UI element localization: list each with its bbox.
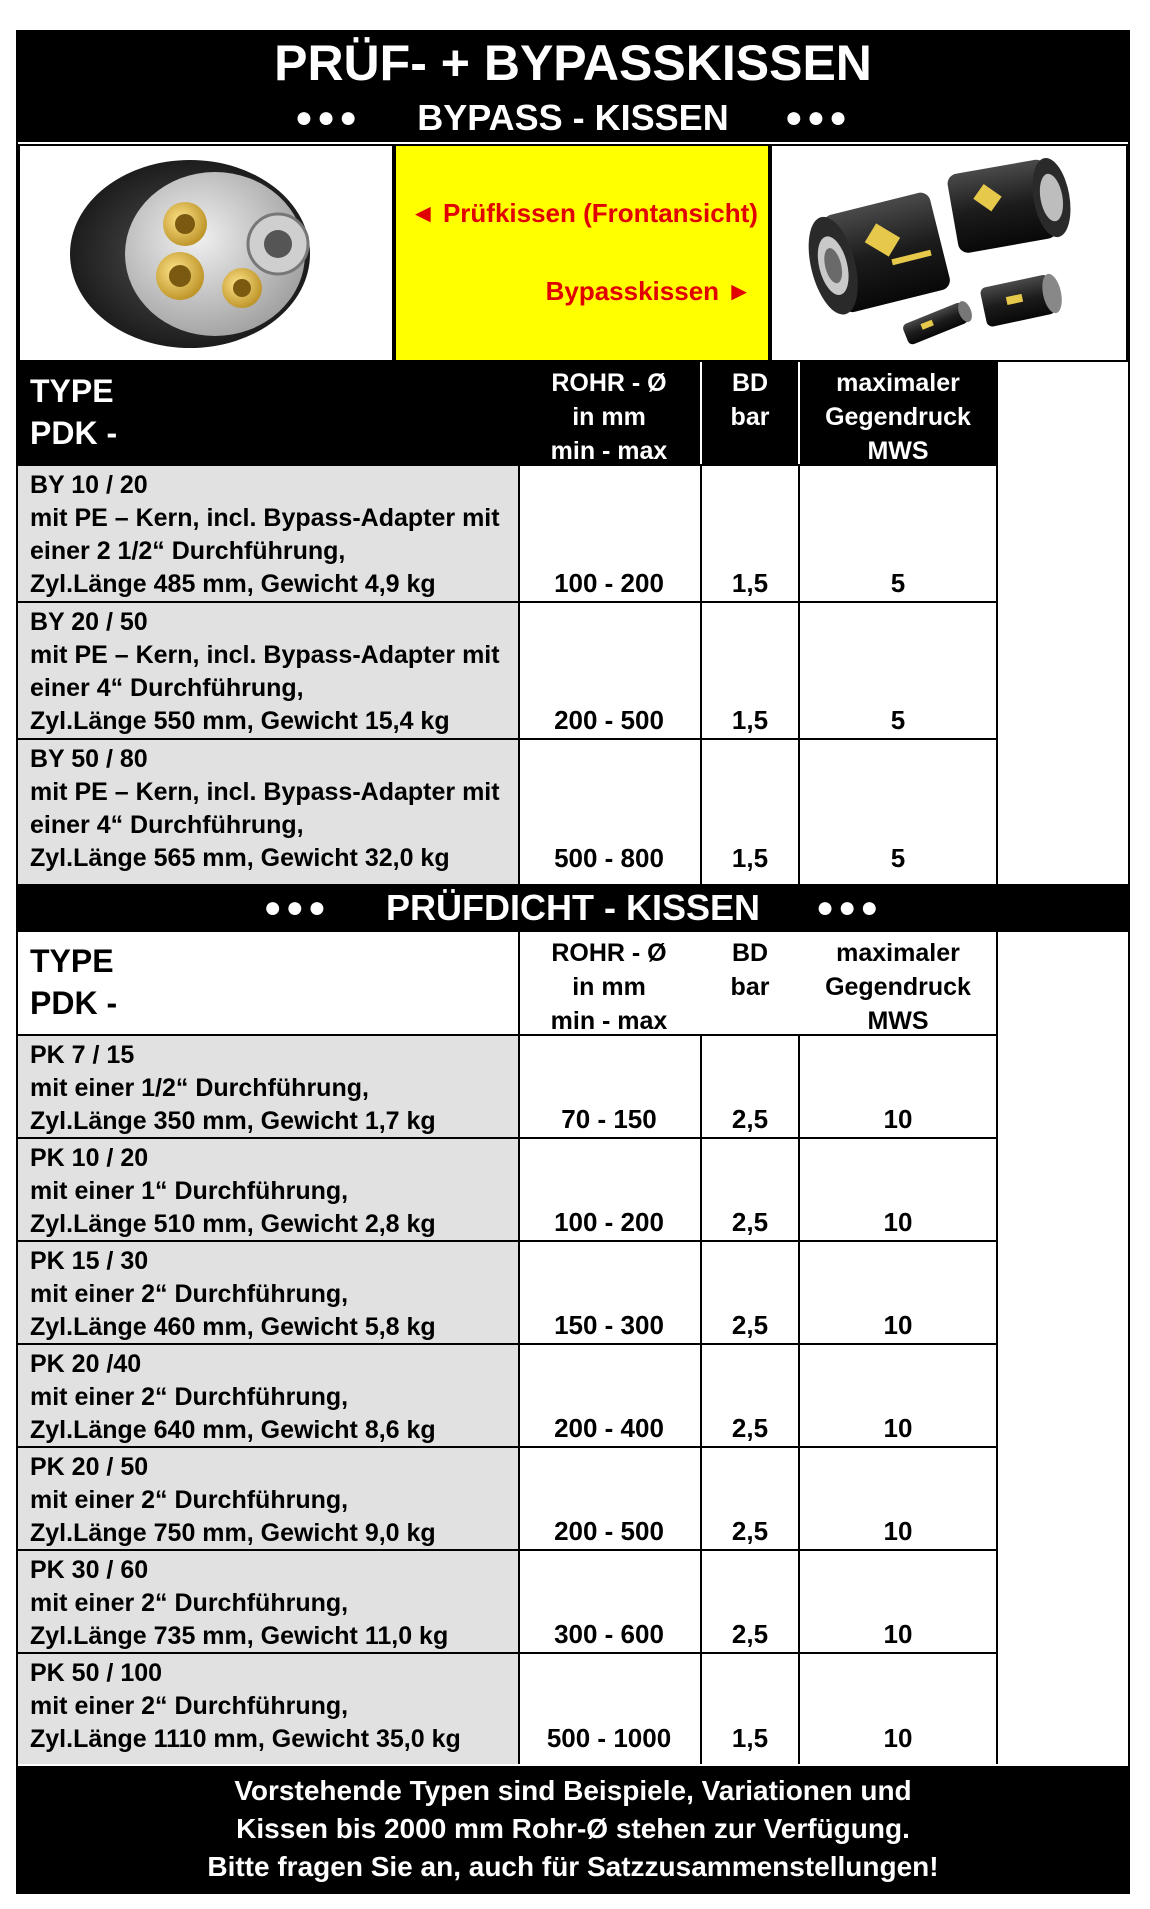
row-type: PK 15 / 30 [30, 1247, 149, 1275]
bd-value: 1,5 [731, 843, 769, 873]
gegendruck-header [800, 932, 996, 1034]
column-divider [798, 1034, 800, 1764]
row-desc-line: mit einer 1/2“ Durchführung, [30, 1074, 369, 1102]
mws-value: 10 [883, 1207, 913, 1237]
row-type: BY 50 / 80 [30, 745, 148, 773]
footer-line: Vorstehende Typen sind Beispiele, Variationen und [234, 1775, 912, 1806]
mws-value: 10 [883, 1516, 913, 1546]
row-type: BY 10 / 20 [30, 471, 148, 499]
dots-decoration-left: ●●● [263, 891, 330, 924]
bd-header [702, 932, 798, 1034]
datasheet [16, 30, 1130, 1894]
table-row [18, 1137, 996, 1240]
row-desc-line: Zyl.Länge 510 mm, Gewicht 2,8 kg [30, 1210, 436, 1238]
pruefdicht-section-heading [18, 884, 1128, 932]
row-desc-line: Zyl.Länge 485 mm, Gewicht 4,9 kg [30, 570, 436, 598]
row-description [18, 466, 518, 601]
mws-value: 10 [883, 1723, 913, 1753]
bypass-table [18, 362, 1128, 912]
type-header [18, 362, 518, 464]
page-title: PRÜF- + BYPASSKISSEN [18, 32, 1128, 94]
table-row [18, 464, 996, 601]
column-divider [700, 464, 702, 884]
footer-note [18, 1766, 1128, 1892]
row-desc-line: mit einer 2“ Durchführung, [30, 1280, 349, 1308]
type-header-line2: PDK - [30, 985, 118, 1021]
row-description [18, 603, 518, 738]
row-desc-line: einer 4“ Durchführung, [30, 674, 304, 702]
bd-header [702, 362, 798, 464]
row-desc-line: Zyl.Länge 565 mm, Gewicht 32,0 kg [30, 844, 450, 872]
bd-value: 2,5 [731, 1207, 769, 1237]
table-row [18, 738, 996, 884]
row-type: PK 30 / 60 [30, 1556, 149, 1584]
column-divider [798, 464, 800, 884]
rohr-range: 200 - 500 [554, 705, 664, 735]
rohr-range: 200 - 400 [554, 1413, 664, 1443]
row-desc-line: Zyl.Länge 1110 mm, Gewicht 35,0 kg [30, 1725, 461, 1753]
rohr-header [518, 362, 700, 464]
row-desc-line: mit einer 2“ Durchführung, [30, 1589, 349, 1617]
gegendruck-header-line3: MWS [867, 1007, 929, 1035]
type-header-line1: TYPE [30, 373, 114, 409]
row-type: PK 10 / 20 [30, 1144, 149, 1172]
table-row [18, 1240, 996, 1343]
rohr-range: 100 - 200 [554, 1207, 664, 1237]
rohr-range: 70 - 150 [561, 1104, 657, 1134]
table-row [18, 1549, 996, 1652]
bd-header-line1: BD [731, 939, 769, 967]
row-desc-line: mit PE – Kern, incl. Bypass-Adapter mit [30, 641, 500, 669]
rohr-header [518, 932, 700, 1034]
row-desc-line: mit einer 2“ Durchführung, [30, 1383, 349, 1411]
rohr-range: 200 - 500 [554, 1516, 664, 1546]
mws-value: 10 [883, 1104, 913, 1134]
row-type: PK 7 / 15 [30, 1041, 135, 1069]
row-desc-line: Zyl.Länge 640 mm, Gewicht 8,6 kg [30, 1416, 436, 1444]
dots-decoration-right: ●●● [784, 101, 852, 134]
gegendruck-header [800, 362, 996, 464]
type-header [18, 932, 518, 1034]
bypass-plugs-illustration [772, 146, 1126, 360]
mws-value: 5 [890, 705, 906, 735]
row-description [18, 740, 518, 884]
bd-header-line2: bar [730, 973, 770, 1001]
column-divider [518, 932, 520, 1764]
image-caption-panel [394, 144, 770, 362]
row-desc-line: mit PE – Kern, incl. Bypass-Adapter mit [30, 504, 500, 532]
rohr-range: 500 - 800 [554, 843, 664, 873]
column-divider [996, 362, 998, 884]
rohr-header-line1: ROHR - Ø [551, 369, 667, 397]
table-row [18, 1446, 996, 1549]
row-desc-line: Zyl.Länge 750 mm, Gewicht 9,0 kg [30, 1519, 436, 1547]
row-type: PK 50 / 100 [30, 1659, 163, 1687]
bypass-heading-text: BYPASS - KISSEN [417, 97, 729, 138]
row-desc-line: mit einer 2“ Durchführung, [30, 1692, 349, 1720]
row-type: PK 20 /40 [30, 1350, 142, 1378]
bd-header-line2: bar [730, 403, 770, 431]
rohr-range: 300 - 600 [554, 1619, 664, 1649]
rohr-header-line2: in mm [572, 973, 646, 1001]
footer-line: Kissen bis 2000 mm Rohr-Ø stehen zur Verfügung. [236, 1813, 910, 1844]
pruefdicht-table [18, 932, 1128, 1772]
bd-header-line1: BD [731, 369, 769, 397]
row-description [18, 1242, 518, 1343]
row-description [18, 1139, 518, 1240]
type-header-line2: PDK - [30, 415, 118, 451]
dots-decoration-right: ●●● [816, 891, 883, 924]
bd-value: 1,5 [731, 568, 769, 598]
rohr-header-line1: ROHR - Ø [551, 939, 667, 967]
row-description [18, 1448, 518, 1549]
rohr-range: 500 - 1000 [546, 1723, 672, 1753]
row-desc-line: Zyl.Länge 550 mm, Gewicht 15,4 kg [30, 707, 450, 735]
bd-value: 1,5 [731, 1723, 769, 1753]
bd-value: 2,5 [731, 1104, 769, 1134]
rohr-header-line2: in mm [572, 403, 646, 431]
row-type: PK 20 / 50 [30, 1453, 149, 1481]
row-desc-line: Zyl.Länge 735 mm, Gewicht 11,0 kg [30, 1622, 449, 1650]
gegendruck-header-line2: Gegendruck [825, 403, 971, 431]
test-plug-front-illustration [20, 146, 392, 360]
gegendruck-header-line2: Gegendruck [825, 973, 971, 1001]
gegendruck-header-line1: maximaler [836, 939, 960, 967]
bypass-section-heading [18, 94, 1128, 142]
bd-value: 1,5 [731, 705, 769, 735]
row-desc-line: mit einer 2“ Durchführung, [30, 1486, 349, 1514]
row-desc-line: einer 4“ Durchführung, [30, 811, 304, 839]
bd-value: 2,5 [731, 1310, 769, 1340]
gegendruck-header-line3: MWS [867, 437, 929, 465]
rohr-header-line3: min - max [550, 437, 668, 465]
caption-bypass-plug: Bypasskissen ► [545, 276, 752, 306]
pruefdicht-heading-text: PRÜFDICHT - KISSEN [385, 887, 760, 928]
column-divider [700, 1034, 702, 1764]
dots-decoration-left: ●●● [294, 101, 362, 134]
mws-value: 10 [883, 1310, 913, 1340]
table-row [18, 601, 996, 738]
row-description [18, 1345, 518, 1446]
gegendruck-header-line1: maximaler [836, 369, 960, 397]
bd-value: 2,5 [731, 1619, 769, 1649]
bd-value: 2,5 [731, 1516, 769, 1546]
bd-value: 2,5 [731, 1413, 769, 1443]
mws-value: 5 [890, 843, 906, 873]
row-desc-line: mit einer 1“ Durchführung, [30, 1177, 349, 1205]
rohr-range: 100 - 200 [554, 568, 664, 598]
rohr-range: 150 - 300 [554, 1310, 664, 1340]
column-divider [518, 464, 520, 884]
footer-line: Bitte fragen Sie an, auch für Satzzusammenstellungen! [207, 1851, 939, 1882]
row-description [18, 1551, 518, 1652]
mws-value: 5 [890, 568, 906, 598]
row-desc-line: Zyl.Länge 350 mm, Gewicht 1,7 kg [30, 1107, 436, 1135]
test-plug-front-image [18, 144, 394, 362]
mws-value: 10 [883, 1619, 913, 1649]
row-desc-line: mit PE – Kern, incl. Bypass-Adapter mit [30, 778, 500, 806]
row-type: BY 20 / 50 [30, 608, 148, 636]
table-row [18, 1652, 996, 1764]
row-description [18, 1036, 518, 1137]
mws-value: 10 [883, 1413, 913, 1443]
rohr-header-line3: min - max [550, 1007, 668, 1035]
row-description [18, 1654, 518, 1764]
column-divider [996, 932, 998, 1764]
caption-test-plug-front: ◄ Prüfkissen (Frontansicht) [410, 198, 758, 228]
row-desc-line: Zyl.Länge 460 mm, Gewicht 5,8 kg [30, 1313, 436, 1341]
type-header-line1: TYPE [30, 943, 114, 979]
table-row [18, 1343, 996, 1446]
bypass-plugs-image [770, 144, 1128, 362]
row-desc-line: einer 2 1/2“ Durchführung, [30, 537, 346, 565]
table-row [18, 1034, 996, 1137]
